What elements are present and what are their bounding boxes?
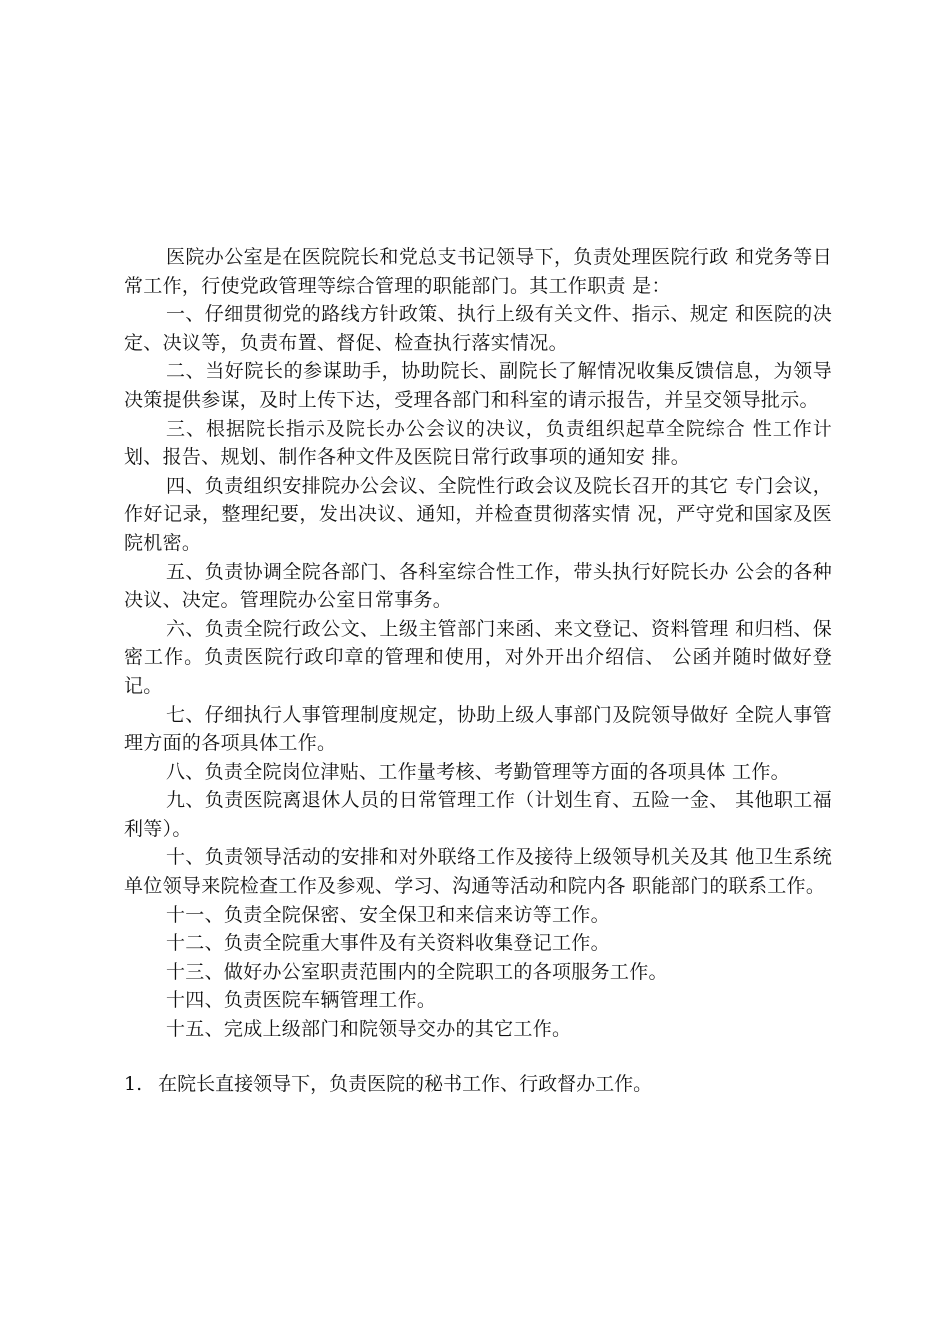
- duty-item-1: 一、仔细贯彻党的路线方针政策、执行上级有关文件、指示、规定 和医院的决定、决议等，负责布置、督促、检查执行落实情况。: [124, 303, 832, 354]
- duty-item-11: 十一、负责全院保密、安全保卫和来信来访等工作。: [166, 903, 610, 926]
- duty-item-13: 十三、做好办公室职责范围内的全院职工的各项服务工作。: [166, 960, 668, 983]
- duty-item-7: 七、仔细执行人事管理制度规定，协助上级人事部门及院领导做好 全院人事管理方面的各项具体工作。: [124, 703, 832, 755]
- document-body: [124, 243, 832, 1098]
- duty-item-10: 十、负责领导活动的安排和对外联络工作及接待上级领导机关及其 他卫生系统单位领导来院检查工作及参观、学习、沟通等活动和院内各 职能部门的联系工作。: [124, 846, 832, 898]
- intro-paragraph: 医院办公室是在医院院长和党总支书记领导下，负责处理医院行政 和党务等日常工作，行使党政管理等综合管理的职能部门。其工作职责 是：: [124, 246, 832, 297]
- duty-item-4: 四、负责组织安排院办公会议、全院性行政会议及院长召开的其它 专门会议，作好记录，整理纪要，发出决议、通知，并检查贯彻落实情 况，严守党和国家及医院机密。: [124, 474, 832, 554]
- duty-item-2: 二、当好院长的参谋助手，协助院长、副院长了解情况收集反馈信息，为领导决策提供参谋，及时上传下达，受理各部门和科室的请示报告，并呈交领导批示。: [124, 360, 832, 411]
- duty-item-3: 三、根据院长指示及院长办公会议的决议，负责组织起草全院综合 性工作计划、报告、规划、制作各种文件及医院日常行政事项的通知安 排。: [124, 417, 832, 469]
- duty-item-5: 五、负责协调全院各部门、各科室综合性工作，带头执行好院长办 公会的各种决议、决定。管理院办公室日常事务。: [124, 560, 832, 612]
- duty-item-9: 九、负责医院离退休人员的日常管理工作（计划生育、五险一金、 其他职工福利等）。: [124, 789, 832, 840]
- duty-item-12: 十二、负责全院重大事件及有关资料收集登记工作。: [166, 932, 610, 955]
- duty-item-14: 十四、负责医院车辆管理工作。: [166, 989, 437, 1012]
- duty-item-6: 六、负责全院行政公文、上级主管部门来函、来文登记、资料管理 和归档、保密工作。负责医院行政印章的管理和使用，对外开出介绍信、 公函并随时做好登记。: [124, 617, 832, 697]
- duty-item-8: 八、负责全院岗位津贴、工作量考核、考勤管理等方面的各项具体 工作。: [166, 760, 790, 783]
- list-item-text: 在院长直接领导下，负责医院的秘书工作、行政督办工作。: [158, 1072, 653, 1095]
- list-item-number: 1.: [124, 1072, 143, 1095]
- duty-item-15: 十五、完成上级部门和院领导交办的其它工作。: [166, 1018, 572, 1041]
- numbered-list-item: [124, 1070, 832, 1098]
